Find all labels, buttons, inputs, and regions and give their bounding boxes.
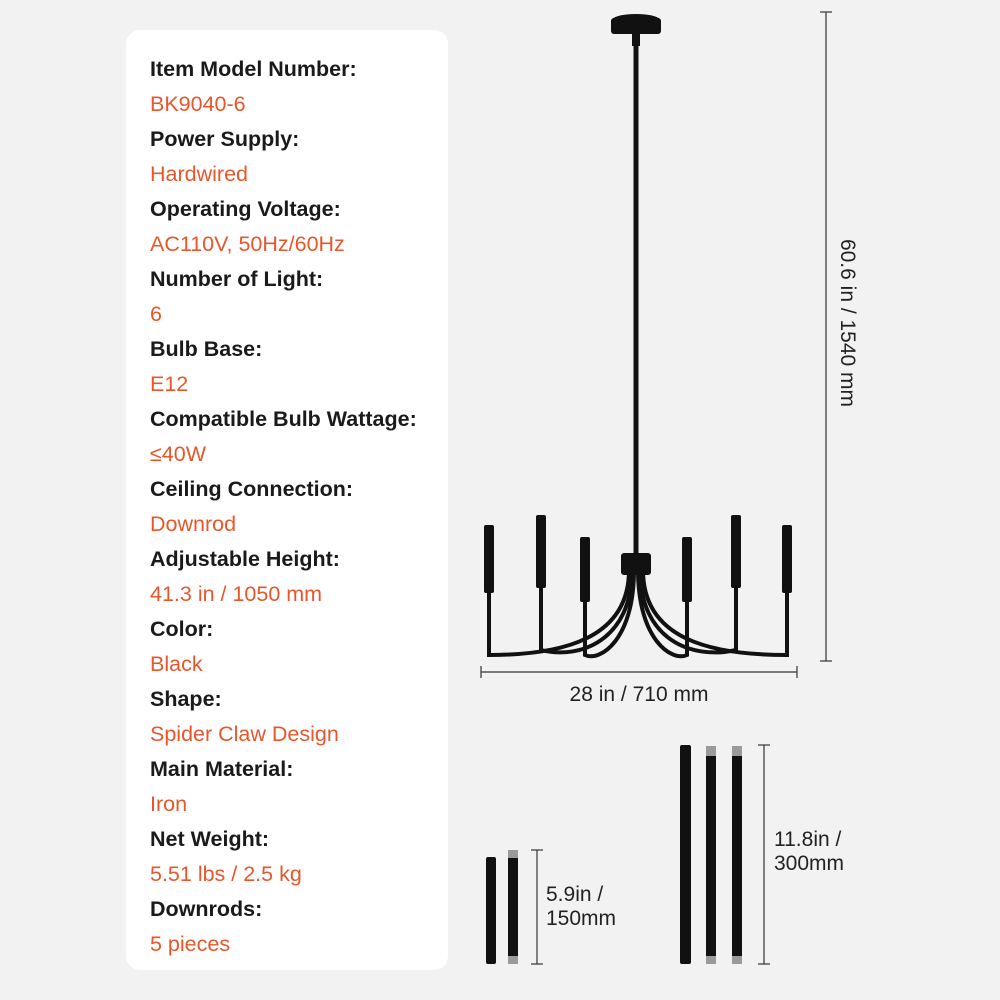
chandelier	[484, 14, 792, 656]
height-dimension	[820, 12, 859, 661]
chandelier-arms	[489, 570, 787, 656]
candle-sleeve-3	[580, 537, 590, 602]
long-downrod-3	[732, 756, 742, 956]
short-downrods	[486, 850, 616, 964]
spec-label-bulb-base: Bulb Base:	[150, 337, 263, 361]
long-downrods	[680, 745, 844, 964]
spec-value-adjustable-height: 41.3 in / 1050 mm	[150, 582, 323, 606]
spec-label-shape: Shape:	[150, 687, 222, 711]
short-downrod-1	[486, 857, 496, 964]
spec-label-downrods: Downrods:	[150, 897, 263, 921]
spec-value-net-weight: 5.51 lbs / 2.5 kg	[150, 862, 302, 886]
ceiling-canopy-body	[611, 18, 661, 34]
width-dimension-label: 28 in / 710 mm	[569, 683, 709, 706]
long-downrod-2-thread-bottom	[706, 956, 716, 964]
spec-label-adjustable-height: Adjustable Height:	[150, 547, 340, 571]
spec-value-shape: Spider Claw Design	[150, 722, 339, 746]
long-rod-dimension-label-line2: 300mm	[774, 852, 845, 875]
width-dimension	[481, 666, 797, 706]
spec-value-main-material: Iron	[150, 792, 188, 816]
arm-6	[643, 570, 787, 655]
spec-label-bulb-wattage: Compatible Bulb Wattage:	[150, 407, 417, 431]
short-rod-dimension-label-line1: 5.9in /	[546, 883, 604, 906]
short-rod-dimension-label-line2: 150mm	[546, 907, 617, 930]
candle-sleeve-6	[782, 525, 792, 593]
spec-label-ceiling-connection: Ceiling Connection:	[150, 477, 354, 501]
spec-value-bulb-base: E12	[150, 372, 189, 396]
spec-label-main-material: Main Material:	[150, 757, 294, 781]
short-downrod-2-thread-top	[508, 850, 518, 858]
spec-value-color: Black	[150, 652, 203, 676]
candle-sleeve-2	[536, 515, 546, 588]
candle-sleeve-5	[731, 515, 741, 588]
long-downrod-1	[680, 745, 691, 964]
long-downrod-3-thread-bottom	[732, 956, 742, 964]
center-hub	[621, 553, 651, 575]
spec-value-bulb-wattage: ≤40W	[150, 442, 207, 466]
spec-label-net-weight: Net Weight:	[150, 827, 270, 851]
canopy-screw	[632, 34, 640, 46]
candle-sleeve-4	[682, 537, 692, 602]
spec-label-color: Color:	[150, 617, 214, 641]
spec-label-power-supply: Power Supply:	[150, 127, 300, 151]
spec-label-model-number: Item Model Number:	[150, 57, 357, 81]
spec-value-number-of-light: 6	[150, 302, 162, 326]
long-downrod-2	[706, 756, 716, 956]
long-rod-dimension-label-line1: 11.8in /	[774, 828, 842, 851]
long-downrod-2-thread-top	[706, 746, 716, 756]
long-downrod-3-thread-top	[732, 746, 742, 756]
spec-value-operating-voltage: AC110V, 50Hz/60Hz	[150, 232, 345, 256]
main-downrod	[634, 45, 639, 555]
arm-1	[489, 570, 629, 655]
candle-sleeve-1	[484, 525, 494, 593]
short-downrod-2-thread-bottom	[508, 956, 518, 964]
spec-label-operating-voltage: Operating Voltage:	[150, 197, 341, 221]
spec-value-power-supply: Hardwired	[150, 162, 248, 186]
spec-value-downrods: 5 pieces	[150, 932, 231, 956]
height-dimension-label: 60.6 in / 1540 mm	[836, 238, 859, 408]
spec-value-ceiling-connection: Downrod	[150, 512, 237, 536]
short-downrod-2	[508, 858, 518, 956]
spec-label-number-of-light: Number of Light:	[150, 267, 324, 291]
spec-value-model-number: BK9040-6	[150, 92, 246, 116]
